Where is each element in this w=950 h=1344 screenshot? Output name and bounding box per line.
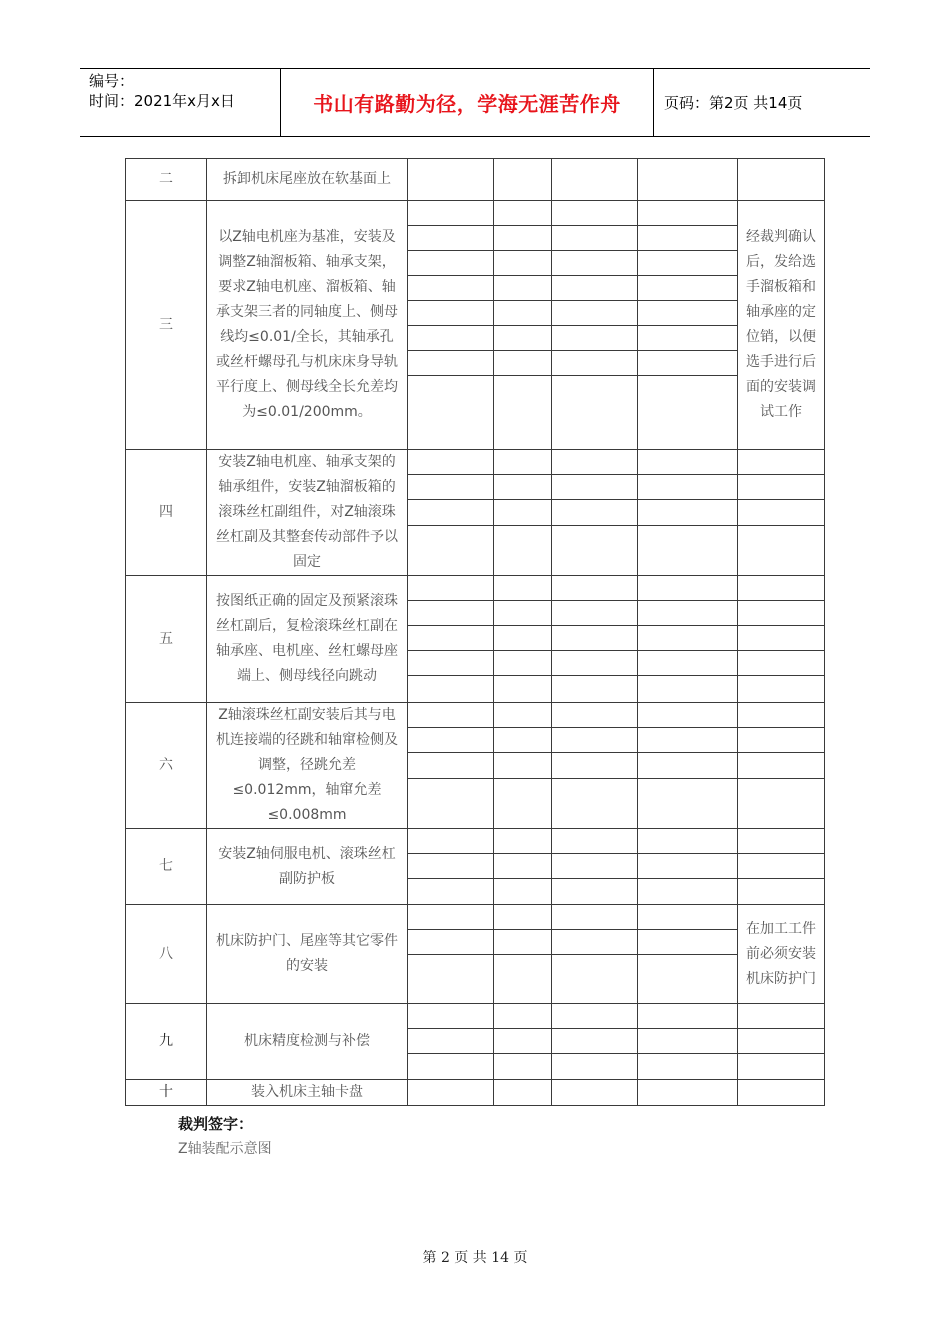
blank-cell [638, 525, 738, 575]
blank-cell [552, 326, 638, 351]
blank-cell [408, 778, 494, 828]
blank-cell [494, 930, 552, 955]
blank-cell [408, 525, 494, 575]
blank-cell [638, 159, 738, 201]
figure-caption: Z轴装配示意图 [178, 1141, 272, 1157]
blank-cell [494, 829, 552, 854]
blank-cell [408, 879, 494, 905]
blank-cell [638, 251, 738, 276]
blank-cell [638, 955, 738, 1004]
blank-cell [552, 1080, 638, 1106]
blank-cell [552, 1029, 638, 1054]
blank-cell [552, 676, 638, 703]
table-row [126, 450, 825, 475]
blank-cell [408, 651, 494, 676]
blank-cell [552, 159, 638, 201]
step-note: 在加工工件前必须安装机床防护门 [738, 905, 825, 1004]
blank-cell [738, 753, 825, 778]
blank-cell [494, 201, 552, 226]
blank-cell [738, 829, 825, 854]
blank-cell [408, 955, 494, 1004]
blank-cell [494, 1029, 552, 1054]
blank-cell [552, 525, 638, 575]
blank-cell [738, 728, 825, 753]
blank-cell [638, 475, 738, 500]
blank-cell [408, 703, 494, 728]
blank-cell [638, 601, 738, 626]
blank-cell [638, 1080, 738, 1106]
step-number: 七 [126, 829, 207, 905]
blank-cell [738, 450, 825, 475]
assembly-step-table [125, 158, 825, 1106]
blank-cell [494, 753, 552, 778]
blank-cell [552, 1004, 638, 1029]
blank-cell [494, 276, 552, 301]
blank-cell [494, 955, 552, 1004]
blank-cell [738, 1029, 825, 1054]
blank-cell [494, 525, 552, 575]
blank-cell [408, 728, 494, 753]
blank-cell [552, 879, 638, 905]
blank-cell [408, 301, 494, 326]
blank-cell [638, 351, 738, 376]
blank-cell [552, 351, 638, 376]
blank-cell [738, 500, 825, 525]
table-row [126, 1004, 825, 1029]
blank-cell [638, 276, 738, 301]
blank-cell [552, 576, 638, 601]
blank-cell [638, 854, 738, 879]
blank-cell [638, 201, 738, 226]
blank-cell [552, 626, 638, 651]
blank-cell [408, 326, 494, 351]
blank-cell [552, 475, 638, 500]
table-row [126, 576, 825, 601]
blank-cell [638, 500, 738, 525]
table-body [126, 159, 825, 1106]
table-row [126, 905, 825, 930]
page-info: 页码：第2页 共14页 [664, 94, 803, 112]
blank-cell [494, 475, 552, 500]
header-meta [80, 69, 281, 136]
blank-cell [738, 576, 825, 601]
blank-cell [638, 450, 738, 475]
blank-cell [552, 301, 638, 326]
blank-cell [494, 854, 552, 879]
blank-cell [638, 905, 738, 930]
blank-cell [638, 829, 738, 854]
step-number: 六 [126, 703, 207, 829]
blank-cell [552, 376, 638, 450]
blank-cell [738, 1080, 825, 1106]
number-label: 编号： [89, 72, 135, 90]
blank-cell [408, 351, 494, 376]
blank-cell [638, 879, 738, 905]
blank-cell [552, 500, 638, 525]
blank-cell [494, 450, 552, 475]
header-box [80, 68, 870, 137]
step-description: 安装Z轴伺服电机、滚珠丝杠副防护板 [207, 829, 408, 905]
step-number: 四 [126, 450, 207, 576]
blank-cell [552, 201, 638, 226]
blank-cell [408, 226, 494, 251]
blank-cell [494, 879, 552, 905]
blank-cell [408, 829, 494, 854]
blank-cell [552, 753, 638, 778]
blank-cell [738, 703, 825, 728]
step-number: 二 [126, 159, 207, 201]
blank-cell [638, 301, 738, 326]
blank-cell [494, 326, 552, 351]
blank-cell [638, 676, 738, 703]
step-description: 机床防护门、尾座等其它零件的安装 [207, 905, 408, 1004]
blank-cell [408, 576, 494, 601]
time-label: 时间：2021年x月x日 [89, 92, 235, 110]
blank-cell [552, 854, 638, 879]
blank-cell [638, 1029, 738, 1054]
blank-cell [738, 651, 825, 676]
blank-cell [738, 601, 825, 626]
table-row [126, 829, 825, 854]
step-number: 三 [126, 201, 207, 450]
blank-cell [738, 525, 825, 575]
blank-cell [408, 1080, 494, 1106]
blank-cell [408, 626, 494, 651]
blank-cell [408, 201, 494, 226]
blank-cell [638, 1004, 738, 1029]
table-row [126, 1080, 825, 1106]
blank-cell [738, 1054, 825, 1080]
blank-cell [738, 879, 825, 905]
blank-cell [408, 1029, 494, 1054]
referee-signature-label: 裁判签字： [178, 1115, 254, 1133]
blank-cell [494, 301, 552, 326]
blank-cell [738, 854, 825, 879]
blank-cell [408, 475, 494, 500]
blank-cell [638, 728, 738, 753]
blank-cell [494, 500, 552, 525]
blank-cell [494, 651, 552, 676]
blank-cell [408, 1054, 494, 1080]
step-description: 以Z轴电机座为基准，安装及调整Z轴溜板箱、轴承支架，要求Z轴电机座、溜板箱、轴承支架三者的同轴度上、侧母线均≤0.01/全长，其轴承孔或丝杆螺母孔与机床床身导轨平行度上、侧母线全长允差均为≤0.01/200mm。 [207, 201, 408, 450]
blank-cell [552, 829, 638, 854]
blank-cell [638, 326, 738, 351]
blank-cell [738, 626, 825, 651]
blank-cell [494, 1004, 552, 1029]
blank-cell [494, 1080, 552, 1106]
step-number: 八 [126, 905, 207, 1004]
blank-cell [552, 450, 638, 475]
blank-cell [494, 778, 552, 828]
blank-cell [738, 475, 825, 500]
blank-cell [494, 251, 552, 276]
blank-cell [494, 226, 552, 251]
blank-cell [408, 930, 494, 955]
blank-cell [494, 728, 552, 753]
step-description: Z轴滚珠丝杠副安装后其与电机连接端的径跳和轴窜检侧及调整，径跳允差≤0.012mm，轴窜允差≤0.008mm [207, 703, 408, 829]
blank-cell [638, 1054, 738, 1080]
step-number: 五 [126, 576, 207, 703]
step-description: 安装Z轴电机座、轴承支架的轴承组件，安装Z轴溜板箱的滚珠丝杠副组件，对Z轴滚珠丝杠副及其整套传动部件予以固定 [207, 450, 408, 576]
blank-cell [408, 159, 494, 201]
blank-cell [408, 1004, 494, 1029]
blank-cell [552, 930, 638, 955]
blank-cell [408, 753, 494, 778]
motto: 书山有路勤为径，学海无涯苦作舟 [281, 69, 654, 136]
blank-cell [552, 601, 638, 626]
blank-cell [638, 626, 738, 651]
blank-cell [552, 651, 638, 676]
blank-cell [638, 376, 738, 450]
blank-cell [408, 450, 494, 475]
blank-cell [552, 1054, 638, 1080]
blank-cell [494, 376, 552, 450]
blank-cell [408, 276, 494, 301]
blank-cell [494, 676, 552, 703]
table-row [126, 159, 825, 201]
blank-cell [638, 651, 738, 676]
blank-cell [552, 778, 638, 828]
blank-cell [494, 351, 552, 376]
blank-cell [408, 376, 494, 450]
page-footer: 第 2 页 共 14 页 [422, 1250, 528, 1266]
blank-cell [552, 251, 638, 276]
blank-cell [552, 728, 638, 753]
table-row [126, 703, 825, 728]
blank-cell [494, 703, 552, 728]
blank-cell [408, 601, 494, 626]
blank-cell [638, 778, 738, 828]
step-number: 十 [126, 1080, 207, 1106]
blank-cell [552, 703, 638, 728]
blank-cell [738, 676, 825, 703]
step-description: 按图纸正确的固定及预紧滚珠丝杠副后，复检滚珠丝杠副在轴承座、电机座、丝杠螺母座端上、侧母线径向跳动 [207, 576, 408, 703]
blank-cell [738, 778, 825, 828]
blank-cell [738, 1004, 825, 1029]
blank-cell [408, 251, 494, 276]
blank-cell [552, 226, 638, 251]
blank-cell [494, 159, 552, 201]
table-row [126, 201, 825, 226]
step-note: 经裁判确认后，发给选手溜板箱和轴承座的定位销，以便选手进行后面的安装调试工作 [738, 201, 825, 450]
blank-cell [494, 626, 552, 651]
blank-cell [494, 576, 552, 601]
blank-cell [552, 955, 638, 1004]
blank-cell [552, 276, 638, 301]
blank-cell [638, 930, 738, 955]
blank-cell [552, 905, 638, 930]
blank-cell [494, 905, 552, 930]
blank-cell [494, 601, 552, 626]
blank-cell [408, 500, 494, 525]
step-description: 机床精度检测与补偿 [207, 1004, 408, 1080]
blank-cell [408, 854, 494, 879]
blank-cell [408, 676, 494, 703]
step-description: 拆卸机床尾座放在软基面上 [207, 159, 408, 201]
blank-cell [638, 576, 738, 601]
blank-cell [638, 703, 738, 728]
blank-cell [738, 159, 825, 201]
blank-cell [408, 905, 494, 930]
step-number: 九 [126, 1004, 207, 1080]
step-description: 装入机床主轴卡盘 [207, 1080, 408, 1106]
blank-cell [638, 226, 738, 251]
blank-cell [494, 1054, 552, 1080]
blank-cell [638, 753, 738, 778]
